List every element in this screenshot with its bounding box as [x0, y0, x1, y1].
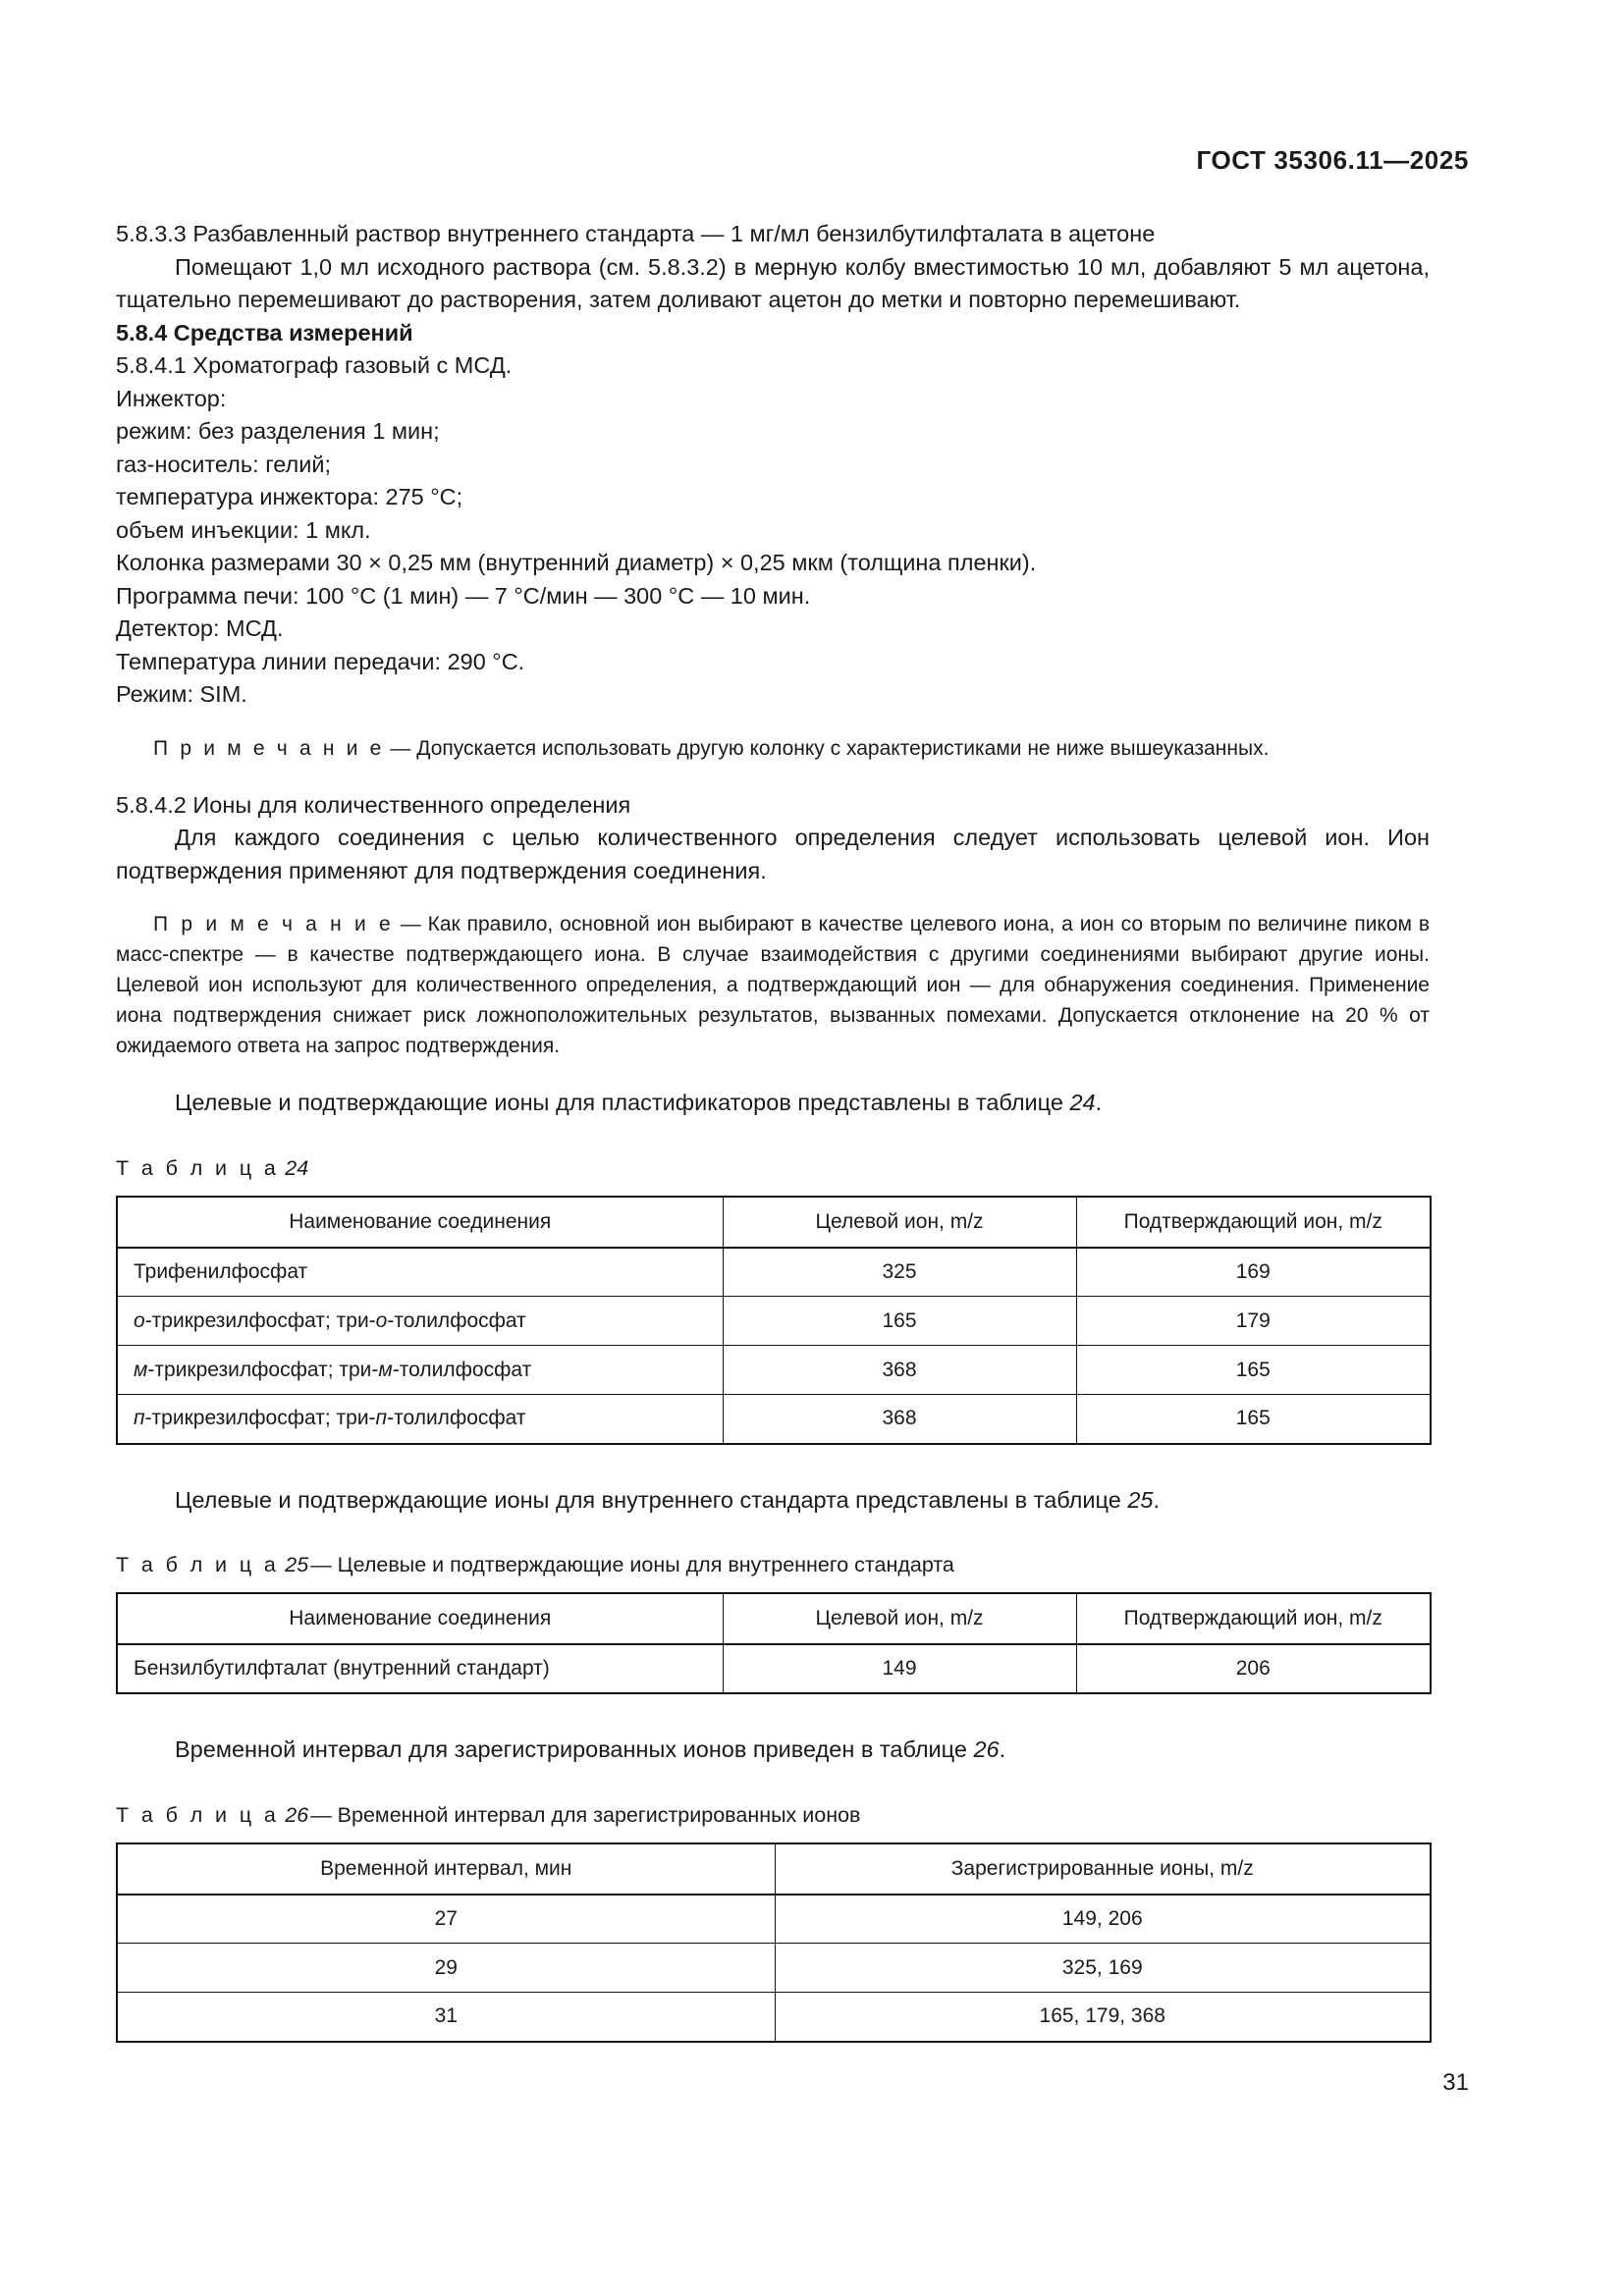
- spec-line-injector-temperature: температура инжектора: 275 °C;: [116, 484, 463, 509]
- table-26-header-row: [117, 1843, 1431, 1895]
- table-24-col-confirming-ion: Подтверждающий ион, m/z: [1076, 1197, 1431, 1248]
- table-row: [117, 1944, 1431, 1993]
- table-24-cell-target: 368: [723, 1395, 1076, 1444]
- spec-line-acquisition-mode: Режим: SIM.: [116, 681, 247, 707]
- spacer: [116, 1445, 1430, 1484]
- table-25-caption-description: — Целевые и подтверждающие ионы для внутреннего стандарта: [310, 1553, 954, 1576]
- spacer: [116, 1120, 1430, 1153]
- table-24-cell-confirm: 169: [1076, 1248, 1431, 1297]
- lead-in-table-26-end: .: [999, 1736, 1006, 1762]
- table-25-caption-number: 25: [285, 1553, 309, 1576]
- table-25-cell-target: 149: [723, 1644, 1076, 1693]
- spec-line-transfer-line-temperature: Температура линии передачи: 290 °C.: [116, 648, 525, 674]
- table-26-col-registered-ions: Зарегистрированные ионы, m/z: [775, 1843, 1431, 1895]
- table-25-cell-confirm: 206: [1076, 1644, 1431, 1693]
- page-number: 31: [1442, 2069, 1469, 2096]
- note-label: П р и м е ч а н и е: [153, 736, 385, 760]
- note-column-alternative: [116, 733, 1430, 764]
- table-24-cell-confirm: 165: [1076, 1346, 1431, 1395]
- spec-line-oven-program: Программа печи: 100 °C (1 мин) — 7 °C/мин — 300 °C — 10 мин.: [116, 582, 811, 609]
- spec-line-injector: Инжектор:: [116, 385, 227, 411]
- table-24-cell-name: [117, 1346, 723, 1395]
- table-24-cell-name: Трифенилфосфат: [117, 1248, 723, 1297]
- table-26-cell-interval: 29: [117, 1944, 775, 1993]
- table-24-cell-target: 165: [723, 1297, 1076, 1346]
- lead-in-table-26-number: 26: [973, 1736, 1000, 1762]
- note-dash: —: [384, 736, 417, 760]
- note-target-confirmation-ions: [116, 909, 1430, 1061]
- spec-line-column: Колонка размерами 30 × 0,25 мм (внутренний диаметр) × 0,25 мкм (толщина пленки).: [116, 550, 1037, 575]
- spacer: [116, 764, 1430, 789]
- table-24-col-compound-name: Наименование соединения: [117, 1197, 723, 1248]
- table-row: [117, 1993, 1431, 2042]
- lead-in-table-25-number: 25: [1127, 1486, 1154, 1513]
- isomer-prefix: м: [134, 1358, 148, 1381]
- table-26-caption: [116, 1800, 1430, 1830]
- compound-name-end: -толилфосфат: [392, 1358, 532, 1381]
- table-25-caption-word: Т а б л и ц а: [116, 1553, 280, 1576]
- lead-in-table-25: [116, 1484, 1430, 1518]
- table-25-col-confirming-ion: Подтверждающий ион, m/z: [1076, 1593, 1431, 1644]
- table-24-cell-confirm: 179: [1076, 1297, 1431, 1346]
- table-24-caption-number: 24: [285, 1155, 309, 1180]
- table-26-cell-interval: 31: [117, 1993, 775, 2042]
- clause-5-8-4-heading: 5.8.4 Средства измерений: [116, 319, 413, 346]
- spacer: [116, 1061, 1430, 1087]
- table-25-cell-name: Бензилбутилфталат (внутренний стандарт): [117, 1644, 723, 1693]
- table-24-cell-name: [117, 1297, 723, 1346]
- spacer: [116, 1694, 1430, 1734]
- clause-5-8-4-1: 5.8.4.1 Хроматограф газовый с МСД.: [116, 352, 513, 378]
- isomer-prefix-2: о: [375, 1308, 388, 1332]
- compound-name-end: -толилфосфат: [387, 1308, 526, 1332]
- spec-line-injection-volume: объем инъекции: 1 мкл.: [116, 516, 371, 543]
- page-header-standard-title: ГОСТ 35306.11—2025: [1196, 145, 1469, 175]
- table-24-cell-confirm: 165: [1076, 1395, 1431, 1444]
- table-25-header-row: [117, 1593, 1431, 1644]
- table-24-col-target-ion: Целевой ион, m/z: [723, 1197, 1076, 1248]
- table-24-cell-target: 325: [723, 1248, 1076, 1297]
- note-label: П р и м е ч а н и е: [153, 913, 394, 935]
- lead-in-table-24-end: .: [1095, 1090, 1103, 1115]
- compound-name-mid: -трикрезилфосфат; три-: [144, 1407, 376, 1430]
- clause-5-8-4-2-title: 5.8.4.2 Ионы для количественного определения: [116, 791, 631, 818]
- table-row: [117, 1346, 1431, 1395]
- table-25-col-compound-name: Наименование соединения: [117, 1593, 723, 1644]
- isomer-prefix-2: м: [378, 1358, 393, 1381]
- compound-name-mid: -трикрезилфосфат; три-: [144, 1308, 376, 1332]
- table-24-cell-target: 368: [723, 1346, 1076, 1395]
- table-26: [116, 1842, 1432, 2043]
- clause-5-8-3-3-paragraph: Помещают 1,0 мл исходного раствора (см. 5.8.3.2) в мерную колбу вместимостью 10 мл, добавляют 5 мл ацетона, тщательно перемешивают до растворения, затем доливают ацетон до метки и повторно перемешивают.: [116, 253, 1430, 312]
- isomer-prefix: о: [134, 1308, 145, 1332]
- compound-name-end: -толилфосфат: [387, 1407, 526, 1430]
- table-25: [116, 1592, 1432, 1694]
- clause-5-8-4-2-paragraph: Для каждого соединения с целью количественного определения следует использовать целевой ион. Ион подтверждения применяют для подтверждения соединения.: [116, 825, 1430, 883]
- note-dash: —: [393, 913, 428, 935]
- table-26-caption-number: 26: [285, 1802, 309, 1827]
- table-row: [117, 1395, 1431, 1444]
- document-body: [116, 218, 1430, 2043]
- clause-5-8-3-3-title: 5.8.3.3 Разбавленный раствор внутреннего стандарта — 1 мг/мл бензилбутилфталата в ацетоне: [116, 221, 1156, 246]
- note-text: Как правило, основной ион выбирают в качестве целевого иона, а ион со вторым по величине пиком в масс-спектре — в качестве подтверждающего иона. В случае взаимодействия с другими соединениями выбирают другие ионы. Целевой ион используют для количественного определения, а подтверждающий ион — для обнаружения соединения. Применение иона подтверждения снижает риск ложноположительных результатов, вызванных помехами. Допускается отклонение на 20 % от ожидаемого ответа на запрос подтверждения.: [116, 913, 1431, 1057]
- isomer-prefix: п: [134, 1407, 145, 1430]
- lead-in-table-26-text: Временной интервал для зарегистрированных ионов приведен в таблице: [175, 1736, 974, 1762]
- spec-line-carrier-gas: газ-носитель: гелий;: [116, 451, 332, 477]
- lead-in-table-25-text: Целевые и подтверждающие ионы для внутреннего стандарта представлены в таблице: [175, 1486, 1128, 1513]
- table-26-col-time-interval: Временной интервал, мин: [117, 1843, 775, 1895]
- table-25-caption: [116, 1550, 1430, 1579]
- table-26-cell-ions: 149, 206: [775, 1895, 1431, 1944]
- table-row: [117, 1895, 1431, 1944]
- lead-in-table-24-text: Целевые и подтверждающие ионы для пластификаторов представлены в таблице: [175, 1090, 1070, 1115]
- table-24-cell-name: [117, 1395, 723, 1444]
- table-26-cell-ions: 165, 179, 368: [775, 1993, 1431, 2042]
- table-24-caption: [116, 1153, 1430, 1183]
- table-26-cell-interval: 27: [117, 1895, 775, 1944]
- table-26-cell-ions: 325, 169: [775, 1944, 1431, 1993]
- table-row: [117, 1248, 1431, 1297]
- isomer-prefix-2: п: [375, 1407, 388, 1430]
- lead-in-table-24-number: 24: [1069, 1090, 1096, 1115]
- table-row: [117, 1644, 1431, 1693]
- spacer: [116, 1767, 1430, 1800]
- table-25-col-target-ion: Целевой ион, m/z: [723, 1593, 1076, 1644]
- table-24-caption-word: Т а б л и ц а: [116, 1155, 280, 1180]
- lead-in-table-26: [116, 1734, 1430, 1767]
- table-26-caption-word: Т а б л и ц а: [116, 1802, 280, 1827]
- compound-name-mid: -трикрезилфосфат; три-: [147, 1358, 379, 1381]
- table-26-caption-description: — Временной интервал для зарегистрированных ионов: [310, 1802, 861, 1827]
- spec-line-detector: Детектор: МСД.: [116, 615, 284, 641]
- spec-line-mode: режим: без разделения 1 мин;: [116, 418, 440, 444]
- note-text: Допускается использовать другую колонку с характеристиками не ниже вышеуказанных.: [416, 736, 1270, 760]
- table-24-header-row: [117, 1197, 1431, 1248]
- table-24: [116, 1196, 1432, 1445]
- lead-in-table-24: [116, 1087, 1430, 1120]
- lead-in-table-25-end: .: [1153, 1486, 1160, 1513]
- table-row: [117, 1297, 1431, 1346]
- spacer: [116, 1517, 1430, 1550]
